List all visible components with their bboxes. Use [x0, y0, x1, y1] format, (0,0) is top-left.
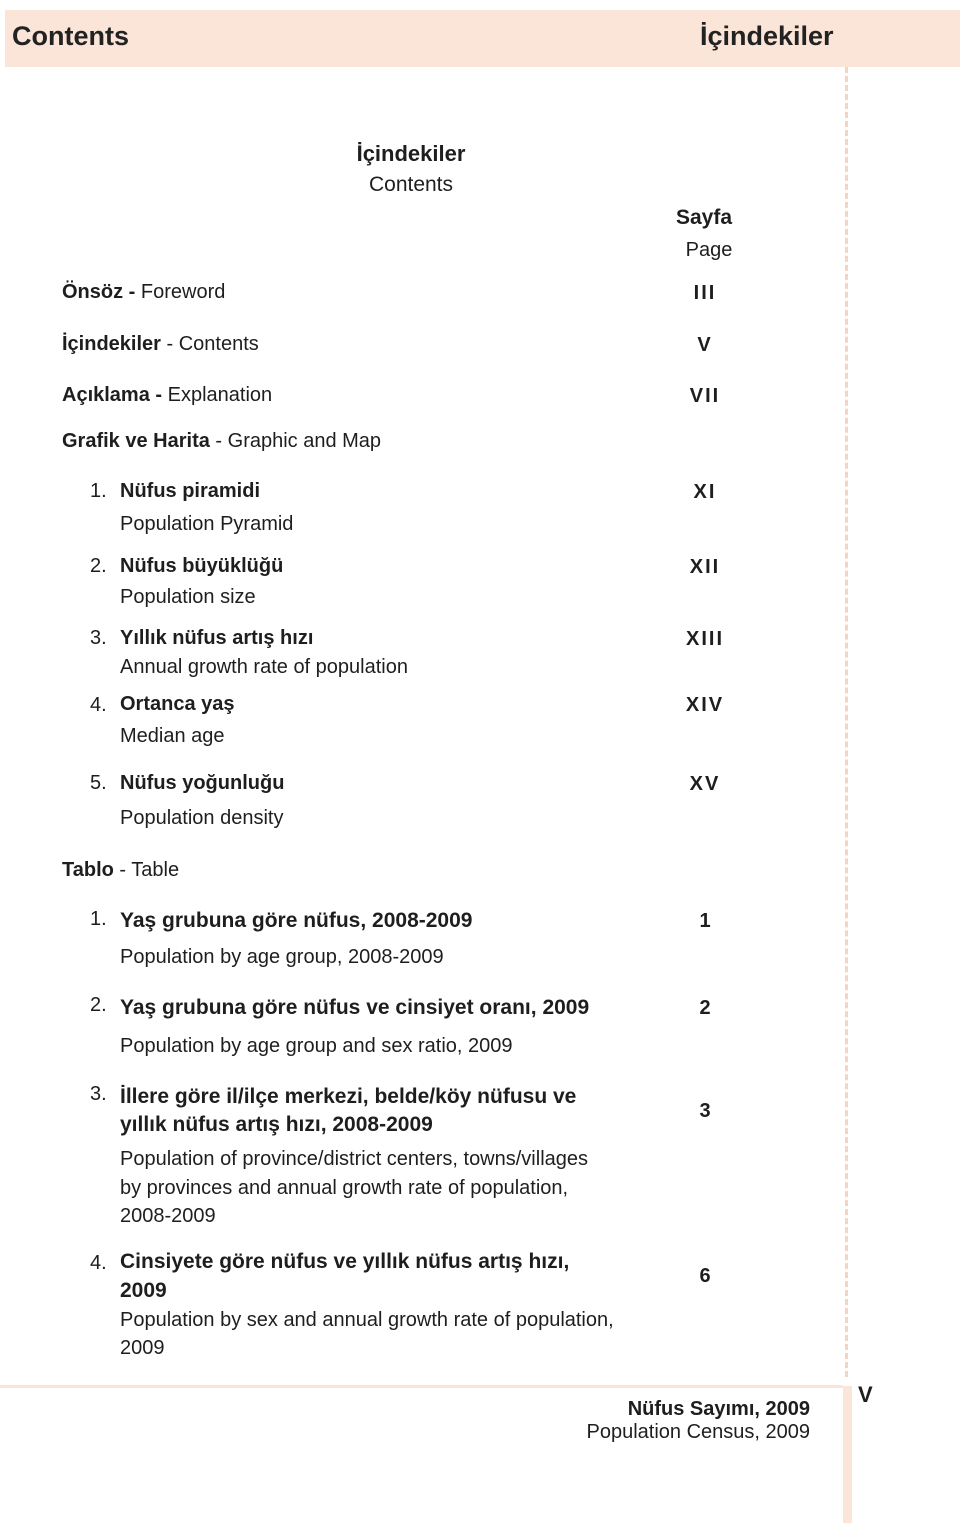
page-subtitle: Contents — [368, 173, 454, 196]
section-heading-tables — [62, 859, 179, 882]
toc-entry-label-tr: Açıklama - — [62, 384, 163, 406]
table-title-tr[interactable]: Yaş grubuna göre nüfus, 2008-2009 — [120, 909, 473, 932]
graphic-page: XV — [689, 773, 721, 795]
table-number: 1. — [90, 908, 107, 930]
table-page: 6 — [699, 1265, 711, 1287]
section-heading-graphics — [62, 430, 381, 453]
graphic-number: 5. — [90, 772, 107, 794]
footer-census-en: Population Census, 2009 — [586, 1421, 810, 1443]
page-column-subtitle: Page — [685, 239, 733, 261]
graphic-title-tr[interactable]: Nüfus büyüklüğü — [120, 555, 284, 577]
graphic-title-en: Population density — [120, 807, 284, 829]
toc-entry-foreword[interactable] — [62, 281, 225, 304]
header-title-right: İçindekiler — [700, 21, 834, 51]
header-title-left: Contents — [12, 21, 129, 51]
graphic-title-en: Annual growth rate of population — [120, 656, 408, 678]
table-title-tr-line[interactable]: yıllık nüfus artış hızı, 2008-2009 — [120, 1113, 433, 1136]
graphic-title-en: Median age — [120, 725, 225, 747]
graphic-title-tr[interactable]: Nüfus yoğunluğu — [120, 772, 285, 794]
graphic-title-tr[interactable]: Nüfus piramidi — [120, 480, 261, 502]
margin-divider — [845, 67, 848, 1377]
table-title-tr-line[interactable]: 2009 — [120, 1279, 167, 1302]
graphic-title-en: Population Pyramid — [120, 513, 294, 535]
section-label-tr: Grafik ve Harita — [62, 430, 210, 452]
toc-entry-label-tr: İçindekiler — [62, 333, 161, 355]
graphic-number: 4. — [90, 694, 107, 716]
footer-census-tr: Nüfus Sayımı, 2009 — [627, 1398, 810, 1420]
section-label-tr: Tablo — [62, 859, 114, 881]
toc-page-explanation: VII — [689, 385, 721, 407]
graphic-page: XII — [689, 556, 721, 578]
table-number: 2. — [90, 994, 107, 1016]
graphic-title-tr[interactable]: Yıllık nüfus artış hızı — [120, 627, 314, 649]
table-page: 3 — [699, 1100, 711, 1122]
toc-entry-contents[interactable] — [62, 333, 259, 356]
table-title-en-line: Population of province/district centers, towns/villages — [120, 1148, 589, 1170]
toc-page-contents: V — [697, 334, 713, 356]
toc-page-foreword: III — [693, 282, 717, 304]
table-title-en: Population by age group and sex ratio, 2009 — [120, 1035, 513, 1057]
graphic-title-en: Population size — [120, 586, 256, 608]
margin-bar — [843, 1386, 852, 1523]
table-title-en-line: Population by sex and annual growth rate of population, — [120, 1309, 614, 1331]
table-number: 3. — [90, 1083, 107, 1105]
section-label-en: - Graphic and Map — [209, 430, 382, 452]
graphic-page: XIII — [685, 628, 724, 650]
table-title-en-line: 2008-2009 — [120, 1205, 216, 1227]
table-title-en-line: 2009 — [120, 1337, 165, 1359]
section-label-en: - Table — [113, 859, 180, 881]
toc-entry-label-en: Explanation — [162, 384, 273, 406]
table-page: 2 — [699, 997, 711, 1019]
table-title-tr[interactable]: Yaş grubuna göre nüfus ve cinsiyet oranı, 2009 — [120, 996, 590, 1019]
toc-entry-label-tr: Önsöz - — [62, 281, 136, 303]
table-title-tr-line[interactable]: İllere göre il/ilçe merkezi, belde/köy nüfusu ve — [120, 1085, 577, 1108]
table-title-en-line: by provinces and annual growth rate of population, — [120, 1177, 569, 1199]
graphic-number: 1. — [90, 480, 107, 502]
graphic-title-tr[interactable]: Ortanca yaş — [120, 693, 235, 715]
table-number: 4. — [90, 1252, 107, 1274]
table-title-en: Population by age group, 2008-2009 — [120, 946, 444, 968]
toc-entry-label-en: - Contents — [160, 333, 259, 355]
graphic-number: 3. — [90, 627, 107, 649]
page-number: V — [858, 1382, 873, 1407]
toc-entry-explanation[interactable] — [62, 384, 272, 407]
page-column-title: Sayfa — [675, 206, 733, 229]
page-title: İçindekiler — [356, 141, 466, 166]
table-title-tr-line[interactable]: Cinsiyete göre nüfus ve yıllık nüfus artış hızı, — [120, 1250, 570, 1273]
footer-rule — [0, 1385, 843, 1388]
table-page: 1 — [699, 910, 711, 932]
graphic-number: 2. — [90, 555, 107, 577]
toc-entry-label-en: Foreword — [135, 281, 226, 303]
graphic-page: XIV — [685, 694, 725, 716]
graphic-page: XI — [693, 481, 717, 503]
